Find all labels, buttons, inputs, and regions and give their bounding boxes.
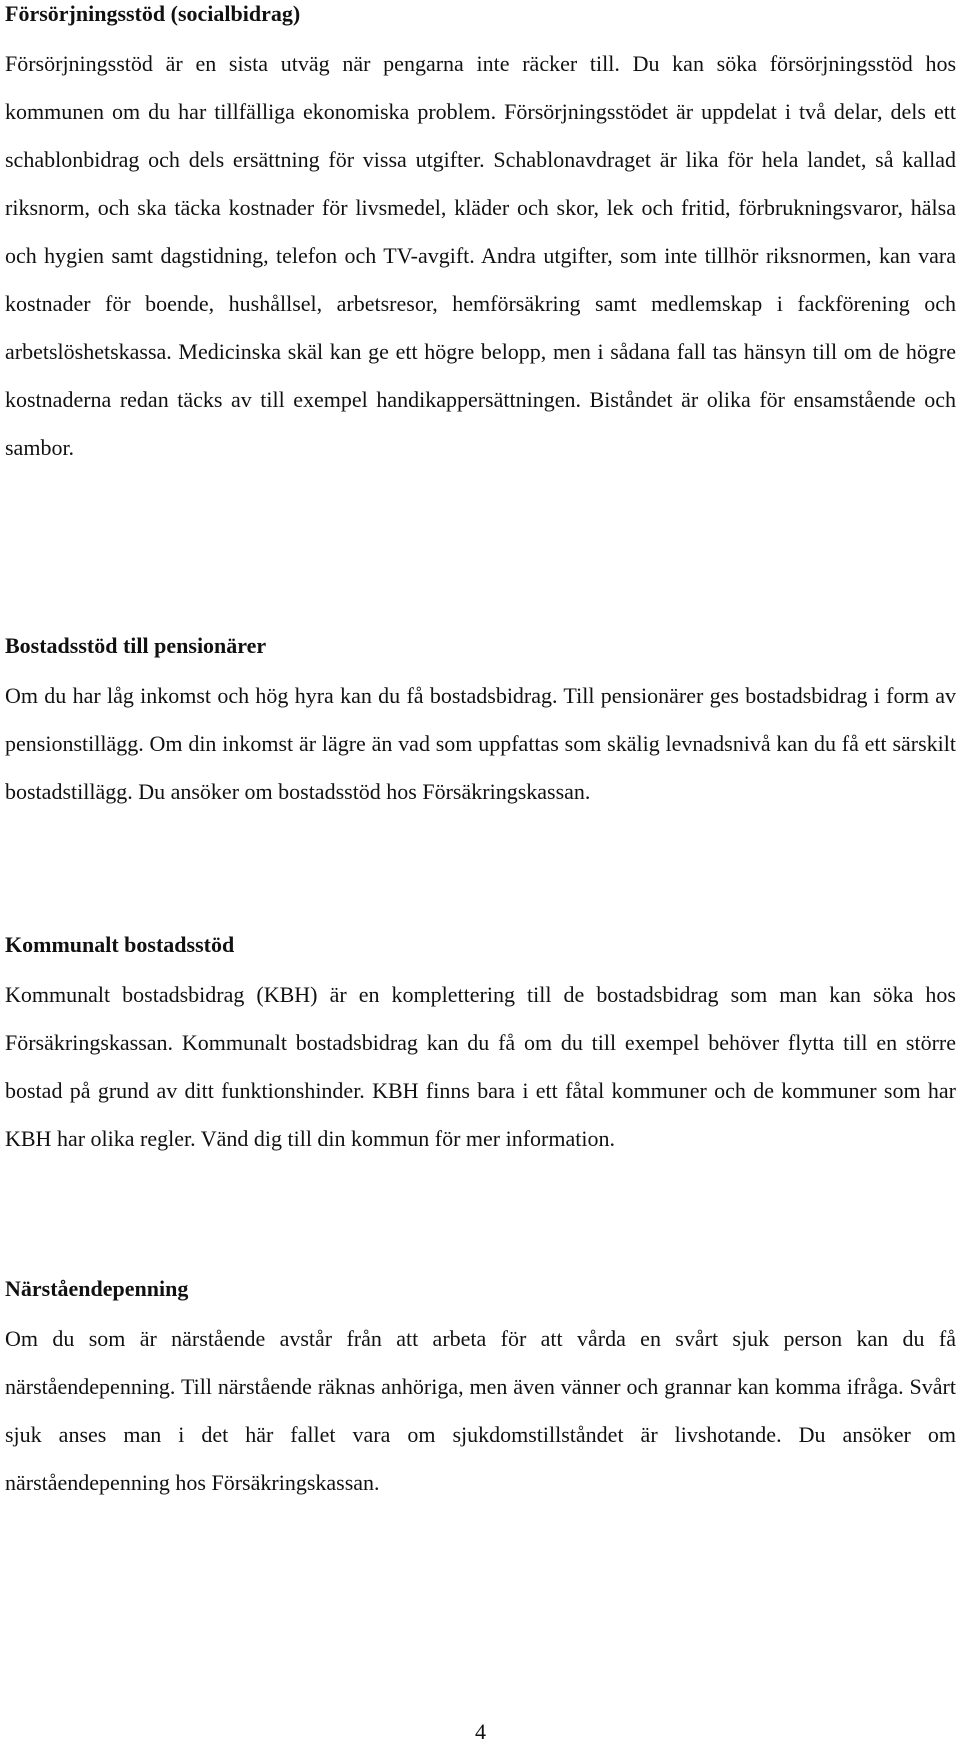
section-heading: Bostadsstöd till pensionärer bbox=[5, 633, 267, 658]
section-body: Kommunalt bostadsbidrag (KBH) är en komplettering till de bostadsbidrag som man kan söka hos Försäkringskassan. Kommunalt bostadsbidrag kan du få om du till exempel behöver flytta till en större bostad på grund av ditt funktionshinder. KBH finns bara i ett fåtal kommuner och de kommuner som har KBH har olika regler. Vänd dig till din kommun för mer information. bbox=[5, 982, 956, 1151]
section-kommunalt-bostadsstod bbox=[5, 931, 956, 1163]
section-forsorjningsstod bbox=[5, 0, 956, 472]
section-narstaendepenning bbox=[5, 1275, 956, 1507]
section-heading: Närståendepenning bbox=[5, 1276, 189, 1301]
section-body: Om du som är närstående avstår från att arbeta för att vårda en svårt sjuk person kan du få närståendepenning. Till närstående räknas anhöriga, men även vänner och grannar kan komma ifråga. Svårt sjuk anses man i det här fallet vara om sjukdomstillståndet är livshotande. Du ansöker om närståendepenning hos Försäkringskassan. bbox=[5, 1326, 956, 1495]
section-heading: Försörjningsstöd (socialbidrag) bbox=[5, 1, 301, 26]
document-page bbox=[5, 0, 956, 1758]
section-bostadsstod-pensionarer bbox=[5, 632, 956, 816]
section-body: Försörjningsstöd är en sista utväg när pengarna inte räcker till. Du kan söka försörjningsstöd hos kommunen om du har tillfälliga ekonomiska problem. Försörjningsstödet är uppdelat i två delar, dels ett schablonbidrag och dels ersättning för vissa utgifter. Schablonavdraget är lika för hela landet, så kallad riksnorm, och ska täcka kostnader för livsmedel, kläder och skor, lek och fritid, förbrukningsvaror, hälsa och hygien samt dagstidning, telefon och TV-avgift. Andra utgifter, som inte tillhör riksnormen, kan vara kostnader för boende, hushållsel, arbetsresor, hemförsäkring samt medlemskap i fackförening och arbetslöshetskassa. Medicinska skäl kan ge ett högre belopp, men i sådana fall tas hänsyn till om de högre kostnaderna redan täcks av till exempel handikappersättningen. Biståndet är olika för ensamstående och sambor. bbox=[5, 51, 956, 460]
section-body: Om du har låg inkomst och hög hyra kan du få bostadsbidrag. Till pensionärer ges bostadsbidrag i form av pensionstillägg. Om din inkomst är lägre än vad som uppfattas som skälig levnadsnivå kan du få ett särskilt bostadstillägg. Du ansöker om bostadsstöd hos Försäkringskassan. bbox=[5, 683, 956, 804]
section-heading: Kommunalt bostadsstöd bbox=[5, 932, 235, 957]
page-number: 4 bbox=[475, 1719, 486, 1744]
